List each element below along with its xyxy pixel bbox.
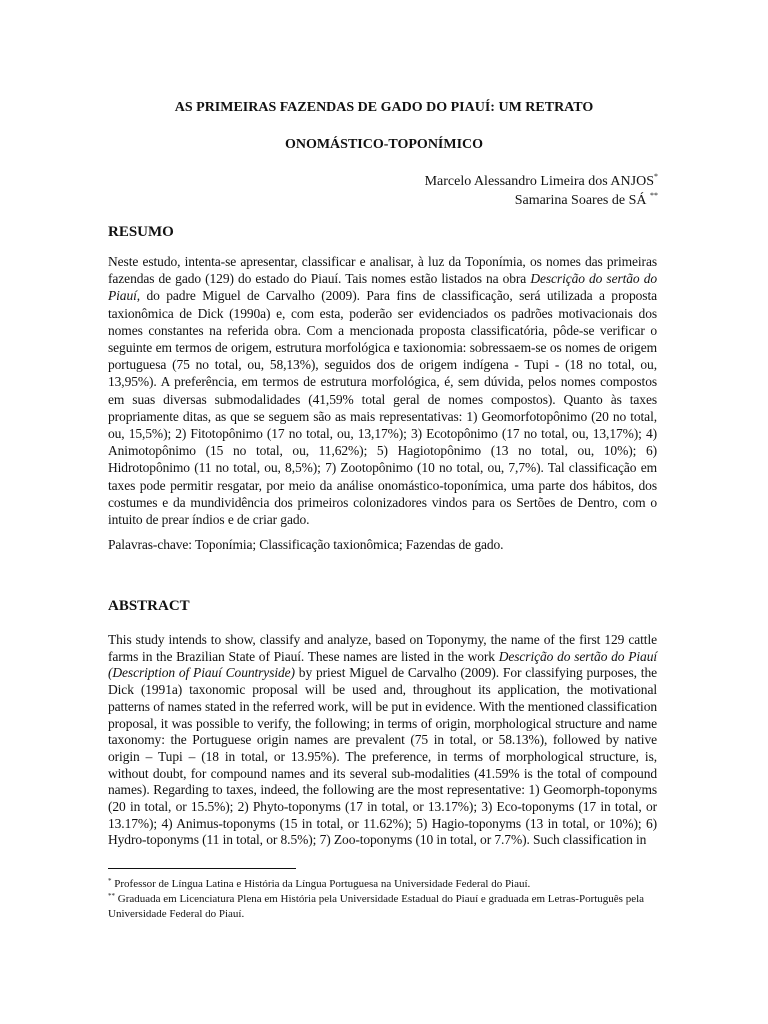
author-2-footnote-mark: **: [650, 191, 658, 200]
author-2: [425, 191, 658, 210]
footnotes: [108, 877, 657, 922]
abstract-heading: ABSTRACT: [108, 598, 190, 614]
keywords: Palavras-chave: Toponímia; Classificação taxionômica; Fazendas de gado.: [108, 537, 504, 552]
footnote-2: [108, 892, 657, 922]
footnote-1-mark: *: [108, 877, 112, 885]
author-2-name: Samarina Soares de SÁ: [514, 193, 647, 208]
paper-title-line-1: AS PRIMEIRAS FAZENDAS DE GADO DO PIAUÍ: UM RETRATO: [174, 100, 594, 115]
abstract-paragraph: [108, 632, 657, 849]
footnote-1: [108, 877, 657, 892]
footnote-2-text: Graduada em Licenciatura Plena em História pela Universidade Estadual do Piauí e graduada em Letras-Português pela Universidade Federal do Piauí.: [108, 893, 645, 920]
author-1-footnote-mark: *: [654, 172, 658, 181]
resumo-work-title: Descrição do sertão do Piauí: [108, 271, 657, 304]
resumo-heading: RESUMO: [108, 224, 174, 240]
author-1-name: Marcelo Alessandro Limeira dos ANJOS: [424, 174, 654, 189]
abstract-work-title: Descrição do sertão do Piauí (Description of Piauí Countryside): [108, 648, 657, 681]
resumo-text-start: Neste estudo, intenta-se apresentar, classificar e analisar, à luz da Toponímia, os nomes das primeiras fazendas de gado (129) do estado do Piauí. Tais nomes estão listados na obra: [108, 254, 657, 287]
resumo-text-end: , do padre Miguel de Carvalho (2009). Para fins de classificação, será utilizada a proposta taxionômica de Dick (1990a) e, com esta, poderão ser evidenciados os padrões motivacionais dos nomes constantes na referida obra. Com a mencionada proposta classificatória, pôde-se verificar o seguinte em termos de origem, estrutura morfológica e taxionomia: sobressaem-se os nomes de origem portuguesa (75 no total, ou, 58,13%), seguidos dos de origem indígena - Tupi - (18 no total, ou, 13,95%). A preferência, em termos de estrutura morfológica, é, sem dúvida, pelos nomes compostos em suas diversas submodalidades (41,59% total geral de nomes compostos). Quanto às taxes propriamente ditas, as que se seguem são as mais representativas: 1) Geomorfotopônimo (20 no total, ou, 15,5%); 2) Fitotopônimo (17 no total, ou, 13,17%); 3) Ecotopônimo (17 no total, ou, 13,17%); 4) Animotopônimo (15 no total, ou, 11,62%); 5) Hagiotopônimo (13 no total, ou, 10%); 6) Hidrotopônimo (11 no total, ou, 8,5%); 7) Zootopônimo (10 no total, ou, 7,7%). Tal classificação em taxes pode permitir resgatar, por meio da análise onomástico-toponímica, uma parte dos hábitos, dos costumes e da mundividência dos primeiros colonizadores vindos para os Sertões de Dentro, com o intuito de prear índios e de criar gado.: [108, 288, 657, 528]
resumo-paragraph: [108, 253, 657, 528]
abstract-text-end: by priest Miguel de Carvalho (2009). For classifying purposes, the Dick (1991a) taxonomic proposal will be used and, throughout its application, the motivational patterns of names stated in the referred work, will be put in evidence. With the mentioned classification proposal, it was possible to verify, the following; in terms of origin, morphological structure and name taxonomy: the Portuguese origin names are prevalent (75 in total, or 58.13%), followed by native origin – Tupi – (18 in total, or 13.95%). The preference, in terms of morphological structure, is, without doubt, for compound names and its several sub-modalities (41.59% is the total of compound names). Regarding to taxes, indeed, the following are the most representative: 1) Geomorph-toponyms (20 in total, or 15.5%); 2) Phyto-toponyms (17 in total, or 13.17%); 3) Eco-toponyms (17 in total, or 13.17%); 4) Animus-toponyms (15 in total, or 11.62%); 5) Hagio-toponyms (13 in total, or 10%); 6) Hydro-toponyms (11 in total, or 8.5%); 7) Zoo-toponyms (10 in total, or 7.7%). Such classification in: [108, 665, 657, 848]
abstract-text-start: This study intends to show, classify and analyze, based on Toponymy, the name of the first 129 cattle farms in the Brazilian State of Piauí. These names are listed in the work: [108, 632, 657, 664]
footnote-1-text: Professor de Língua Latina e História da Língua Portuguesa na Universidade Federal do Piauí.: [114, 878, 531, 890]
author-list: [425, 172, 658, 210]
author-1: [425, 172, 658, 191]
paper-title-line-2: ONOMÁSTICO-TOPONÍMICO: [284, 137, 484, 152]
footnote-divider: [108, 868, 296, 869]
footnote-2-mark: **: [108, 892, 115, 900]
